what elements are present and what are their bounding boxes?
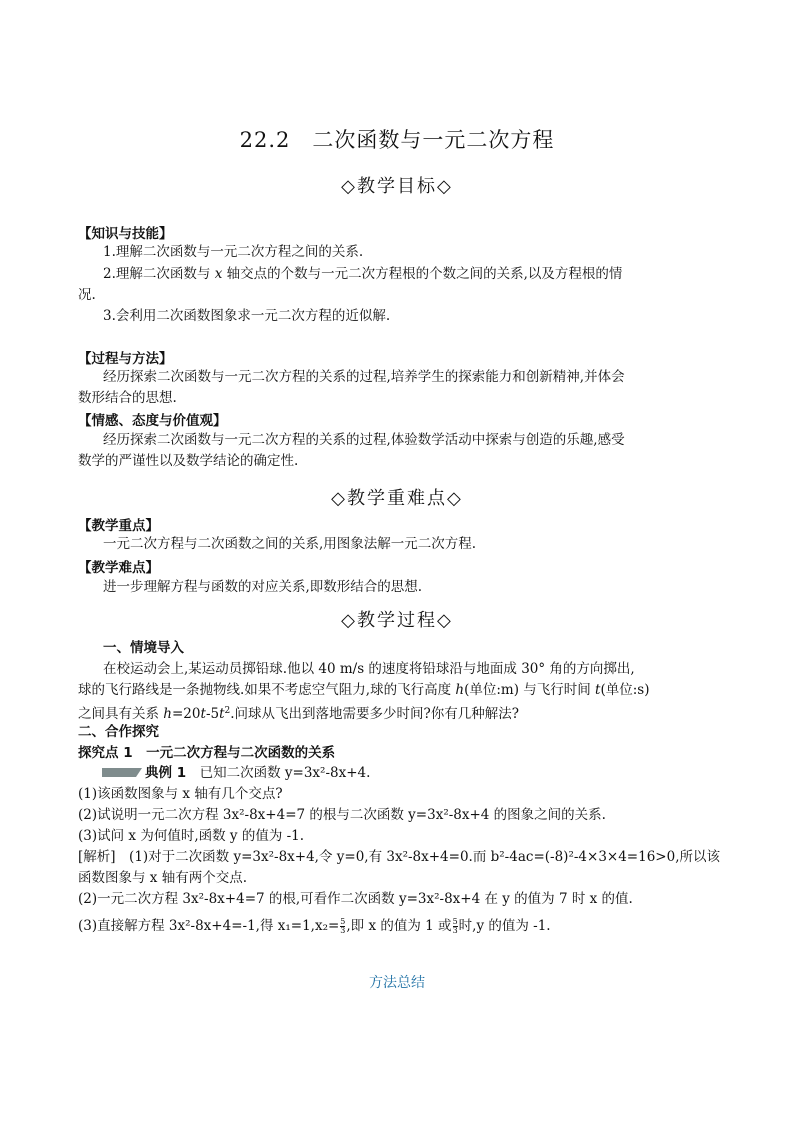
key-focus: 一元二次方程与二次函数之间的关系,用图象法解一元二次方程. [103,536,477,552]
page-title: 22.2 二次函数与一元二次方程 [239,128,555,152]
solution-2: (2)一元二次方程 3x²-8x+4=7 的根,可看作二次函数 y=3x²-8x+4 在 y 的值为 7 时 x 的值. [78,891,633,907]
goal-m2: 数形结合的思想. [78,390,177,406]
goal-a1: 经历探索二次函数与一元二次方程的关系的过程,体验数学活动中探索与创造的乐趣,感受 [103,432,625,448]
example-line: 典例 1 已知二次函数 y=3x²-8x+4. [145,765,371,781]
section-title-process: ◇教学过程◇ [341,610,453,631]
coop-heading: 二、合作探究 [78,724,159,740]
solution-1-cont: 函数图象与 x 轴有两个交点. [78,870,247,886]
question-2: (2)试说明一元二次方程 3x²-8x+4=7 的根与二次函数 y=3x²-8x+4 的图象之间的关系. [78,807,606,823]
solution-3: (3)直接解方程 3x²-8x+4=-1,得 x₁=1,x₂= $\frac{5}{3}$ ,即 x 的值为 1 或 $\frac{5}{3}$ 时,y 的值为 -1. [78,917,551,935]
goal-k1: 1.理解二次函数与一元二次方程之间的关系. [103,244,364,260]
goal-k3: 3.会利用二次函数图象求一元二次方程的近似解. [103,308,391,324]
intro-line-2: 球的飞行路线是一条抛物线.如果不考虑空气阻力,球的飞行高度 h(单位:m) 与飞行时间 t(单位:s) [78,682,650,698]
solution-1: [解析] (1)对于二次函数 y=3x²-8x+4,令 y=0,有 3x²-8x+4=0.而 b²-4ac=(-8)²-4×3×4=16>0,所以该 [78,849,720,865]
intro-line-1: 在校运动会上,某运动员掷铅球.他以 40 m/s 的速度将铅球沿与地面成 30° 角的方向掷出, [103,661,635,677]
question-3: (3)试问 x 为何值时,函数 y 的值为 -1. [78,828,305,844]
example-marker-icon [102,768,142,777]
goal-a2: 数学的严谨性以及数学结论的确定性. [78,453,299,469]
tag-knowledge: 【知识与技能】 [78,226,173,242]
tag-method: 【过程与方法】 [78,351,173,367]
intro-heading: 一、情境导入 [103,640,184,656]
key-difficulty: 进一步理解方程与函数的对应关系,即数形结合的思想. [103,579,423,595]
tag-attitude: 【情感、态度与价值观】 [78,413,227,429]
tag-focus: 【教学重点】 [78,518,159,534]
goal-k2-cont: 况. [78,287,96,303]
goal-k2: 2.理解二次函数与 x 轴交点的个数与一元二次方程根的个数之间的关系,以及方程根的情 [103,266,623,282]
explore-point: 探究点 1 一元二次方程与二次函数的关系 [78,745,336,761]
section-title-goals: ◇教学目标◇ [341,176,453,197]
goal-m1: 经历探索二次函数与一元二次方程的关系的过程,培养学生的探索能力和创新精神,并体会 [103,369,625,385]
tag-difficulty: 【教学难点】 [78,560,159,576]
method-summary-link[interactable]: 方法总结 [369,975,425,991]
intro-line-3: 之间具有关系 $h=20t-5t^2$.问球从飞出到落地需要多少时间?你有几种解法? [78,706,520,722]
fraction-5-3-b: $\frac{5}{3}$ [452,917,458,935]
fraction-5-3: $\frac{5}{3}$ [340,917,346,935]
question-1: (1)该函数图象与 x 轴有几个交点? [78,786,283,802]
section-title-keys: ◇教学重难点◇ [331,488,463,509]
